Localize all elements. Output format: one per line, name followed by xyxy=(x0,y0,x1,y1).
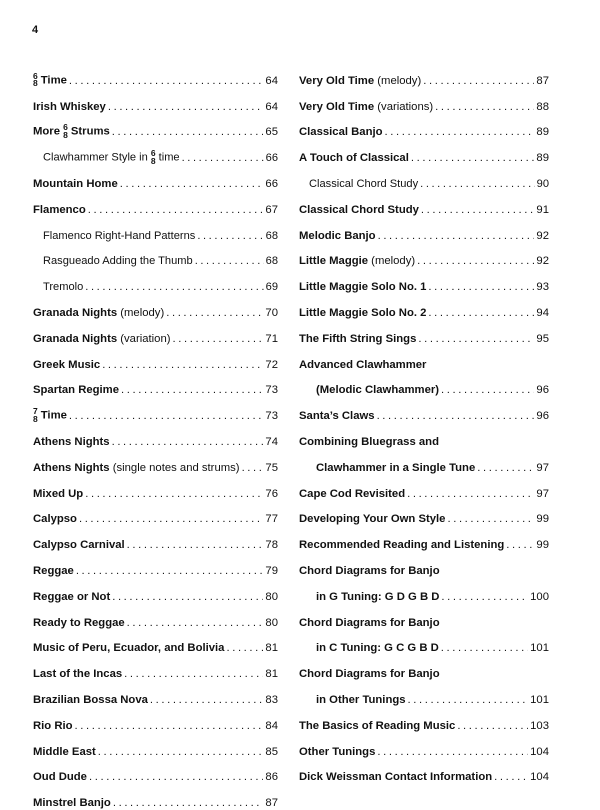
dot-leader xyxy=(121,384,263,397)
dot-leader xyxy=(112,591,263,604)
dot-leader xyxy=(226,642,263,655)
toc-entry-page: 96 xyxy=(536,410,549,423)
toc-entry-title-text: Chord Diagrams for Banjo xyxy=(299,564,440,577)
dot-leader xyxy=(88,204,264,217)
dot-leader xyxy=(411,152,535,165)
toc-entry[interactable] xyxy=(33,191,278,217)
toc-entry-title xyxy=(33,513,77,526)
dot-leader xyxy=(150,694,264,707)
toc-entry[interactable] xyxy=(33,604,278,630)
dot-leader xyxy=(407,488,534,501)
toc-entry[interactable] xyxy=(299,630,549,656)
toc-entry[interactable] xyxy=(33,397,278,423)
toc-entry-title-text: Developing Your Own Style xyxy=(299,513,446,526)
toc-entry-title-text: Rio Rio xyxy=(33,719,73,732)
dot-leader xyxy=(75,720,264,733)
toc-entry-title xyxy=(299,101,374,114)
toc-entry-page: 91 xyxy=(536,203,549,216)
toc-entry[interactable] xyxy=(299,733,549,759)
dot-leader xyxy=(182,152,264,165)
toc-entry[interactable] xyxy=(299,397,549,423)
dot-leader xyxy=(428,307,534,320)
toc-entry-title-text: Spartan Regime xyxy=(33,384,120,397)
toc-entry-title-text: Cape Cod Revisited xyxy=(299,487,406,500)
dot-leader xyxy=(127,539,264,552)
toc-entry-title-text: Mountain Home xyxy=(33,177,118,190)
toc-entry[interactable] xyxy=(299,526,549,552)
toc-entry[interactable] xyxy=(299,501,549,527)
toc-entry-title-text: in Other Tunings xyxy=(316,693,406,706)
toc-entry-page: 89 xyxy=(536,126,549,139)
dot-leader xyxy=(173,333,264,346)
dot-leader xyxy=(385,126,535,139)
toc-entry[interactable] xyxy=(33,449,278,475)
dot-leader xyxy=(197,230,263,243)
toc-entry-page: 81 xyxy=(265,668,278,681)
dot-leader xyxy=(408,694,529,707)
toc-entry[interactable] xyxy=(33,294,278,320)
toc-entry-title-text: A Touch of Classical xyxy=(299,152,409,165)
dot-leader xyxy=(242,462,264,475)
toc-entry[interactable] xyxy=(33,139,278,165)
toc-entry-title xyxy=(43,281,83,294)
toc-entry[interactable] xyxy=(299,165,549,191)
time-signature-top: 7 xyxy=(33,406,38,417)
toc-entry-page: 64 xyxy=(265,74,278,87)
toc-entry-note: (variation) xyxy=(117,332,171,345)
toc-entry-title xyxy=(33,436,110,449)
toc-entry-title xyxy=(33,333,117,346)
toc-entry-title xyxy=(33,178,118,191)
toc-entry-page: 73 xyxy=(265,384,278,397)
toc-entry[interactable] xyxy=(33,552,278,578)
toc-entry-title-text: Chord Diagrams for Banjo xyxy=(299,616,440,629)
toc-entry[interactable] xyxy=(33,526,278,552)
toc-entry-title-text: Other Tunings xyxy=(299,745,376,758)
toc-entry-page: 97 xyxy=(536,487,549,500)
toc-entry-title-text: The Basics of Reading Music xyxy=(299,719,456,732)
dot-leader xyxy=(435,101,534,114)
toc-entry-note: (melody) xyxy=(374,74,422,87)
toc-entry[interactable] xyxy=(299,62,549,88)
dot-leader xyxy=(195,255,264,268)
toc-entry-page: 83 xyxy=(265,693,278,706)
toc-entry-page: 104 xyxy=(530,745,549,758)
toc-entry-page: 99 xyxy=(536,539,549,552)
toc-entry-page: 99 xyxy=(536,513,549,526)
toc-entry-title-text: Recommended Reading and Listening xyxy=(299,539,505,552)
toc-entry-page: 80 xyxy=(265,590,278,603)
toc-entry-page: 76 xyxy=(265,487,278,500)
toc-entry-title xyxy=(33,307,117,320)
toc-entry-title xyxy=(299,126,383,139)
toc-entry-title-text: Reggae or Not xyxy=(33,590,111,603)
toc-entry[interactable] xyxy=(33,475,278,501)
toc-entry-page: 74 xyxy=(265,435,278,448)
time-signature-bottom: 8 xyxy=(33,78,38,89)
toc-entry-title-text: Classical Chord Study xyxy=(299,203,419,216)
toc-entry-note: (melody) xyxy=(368,255,416,268)
toc-entry-title-text: in C Tuning: G C G B D xyxy=(316,642,439,655)
dot-leader xyxy=(102,359,263,372)
toc-entry[interactable] xyxy=(33,759,278,785)
dot-leader xyxy=(79,513,263,526)
toc-entry-title xyxy=(299,746,375,759)
dot-leader xyxy=(428,281,534,294)
toc-entry-title-text: Brazilian Bossa Nova xyxy=(33,693,148,706)
toc-entry-title xyxy=(43,255,193,268)
toc-entry[interactable] xyxy=(299,449,549,475)
dot-leader xyxy=(447,513,534,526)
toc-entry-page: 67 xyxy=(265,203,278,216)
toc-entry-page: 101 xyxy=(530,642,549,655)
toc-entry-title xyxy=(316,642,439,655)
toc-entry-title-text: Little Maggie xyxy=(299,255,369,268)
dot-leader xyxy=(506,539,534,552)
toc-entry-title-text: Athens Nights xyxy=(33,461,110,474)
toc-entry-title-text: Advanced Clawhammer xyxy=(299,358,427,371)
toc-entry[interactable] xyxy=(299,346,549,372)
toc-entry-title xyxy=(316,591,439,604)
toc-entry-page: 104 xyxy=(530,771,549,784)
toc-entry-page: 68 xyxy=(265,255,278,268)
toc-entry-title xyxy=(33,101,106,114)
toc-entry[interactable] xyxy=(299,604,549,630)
toc-entry-title xyxy=(33,488,83,501)
toc-entry-title-text: Ready to Reggae xyxy=(33,616,125,629)
toc-entry-page: 92 xyxy=(536,255,549,268)
toc-entry[interactable] xyxy=(33,372,278,398)
toc-entry-page: 68 xyxy=(265,229,278,242)
toc-entry-title xyxy=(33,746,96,759)
toc-entry-note: (single notes and strums) xyxy=(109,461,240,474)
dot-leader xyxy=(417,255,534,268)
time-signature-top: 6 xyxy=(63,122,68,133)
toc-entry-title xyxy=(316,694,406,707)
toc-entry-title-text: Greek Music xyxy=(33,358,101,371)
time-signature xyxy=(63,124,68,139)
toc-entry[interactable] xyxy=(299,578,549,604)
toc-entry-title-text: Very Old Time xyxy=(299,74,375,87)
toc-entry-title xyxy=(299,488,405,501)
toc-entry[interactable] xyxy=(33,88,278,114)
toc-entry-title xyxy=(33,359,100,372)
toc-entry-title-text: Melodic Banjo xyxy=(299,229,376,242)
toc-entry-page: 75 xyxy=(265,461,278,474)
dot-leader xyxy=(477,462,534,475)
toc-entry[interactable] xyxy=(299,552,549,578)
toc-entry[interactable] xyxy=(33,784,278,810)
toc-entry-title-text: More xyxy=(33,125,60,138)
toc-right-column xyxy=(299,62,549,784)
toc-entry-title-text: Flamenco xyxy=(33,203,86,216)
toc-entry[interactable] xyxy=(33,62,278,88)
toc-entry-title-text: Athens Nights xyxy=(33,435,110,448)
toc-entry-title xyxy=(299,255,368,268)
toc-entry-page: 100 xyxy=(530,590,549,603)
dot-leader xyxy=(120,178,264,191)
dot-leader xyxy=(418,333,534,346)
toc-entry-title xyxy=(299,771,492,784)
toc-entry-title-text: Very Old Time xyxy=(299,100,375,113)
toc-entry-title xyxy=(33,694,148,707)
time-signature-top: 6 xyxy=(33,70,38,81)
time-signature-bottom: 8 xyxy=(33,413,38,424)
time-signature xyxy=(33,408,38,423)
toc-entry-note: (variations) xyxy=(374,100,434,113)
toc-entry-title-text: Mixed Up xyxy=(33,487,84,500)
toc-entry-title-text: Oud Dude xyxy=(33,771,87,784)
toc-entry[interactable] xyxy=(33,578,278,604)
dot-leader xyxy=(89,771,263,784)
time-signature-bottom: 8 xyxy=(150,155,156,166)
toc-entry[interactable] xyxy=(299,759,549,785)
dot-leader xyxy=(113,797,264,810)
toc-entry-page: 97 xyxy=(536,461,549,474)
dot-leader xyxy=(112,126,264,139)
toc-entry[interactable] xyxy=(299,114,549,140)
toc-entry-title xyxy=(33,408,67,423)
toc-entry-page: 80 xyxy=(265,616,278,629)
toc-entry-title-text: Little Maggie Solo No. 2 xyxy=(299,306,427,319)
dot-leader xyxy=(127,617,264,630)
toc-entry-title xyxy=(33,70,67,89)
dot-leader xyxy=(112,436,264,449)
toc-entry-page: 70 xyxy=(265,306,278,319)
toc-entry-title xyxy=(316,462,475,475)
toc-entry[interactable] xyxy=(33,630,278,656)
dot-leader xyxy=(69,410,264,423)
toc-entry-title-text: The Fifth String Sings xyxy=(299,332,417,345)
toc-entry-page: 79 xyxy=(265,564,278,577)
toc-entry-title-text: Last of the Incas xyxy=(33,668,123,681)
toc-entry-title xyxy=(299,307,426,320)
toc-entry-title xyxy=(33,539,125,552)
toc-entry-title-text: Granada Nights xyxy=(33,306,118,319)
toc-entry-title xyxy=(33,617,125,630)
toc-entry-title-text: Dick Weissman Contact Information xyxy=(299,771,493,784)
toc-entry[interactable] xyxy=(33,423,278,449)
toc-entry-title xyxy=(299,152,409,165)
toc-entry-title xyxy=(33,668,122,681)
dot-leader xyxy=(420,178,535,191)
toc-entry[interactable] xyxy=(33,320,278,346)
toc-entry-page: 81 xyxy=(265,642,278,655)
dot-leader xyxy=(378,230,535,243)
toc-entry-page: 87 xyxy=(265,797,278,810)
toc-entry-title-text: Irish Whiskey xyxy=(33,100,106,113)
toc-entry[interactable] xyxy=(33,165,278,191)
time-signature xyxy=(151,150,156,165)
time-signature-top: 6 xyxy=(150,148,156,159)
toc-entry-title xyxy=(299,513,445,526)
toc-entry-title-text: Chord Diagrams for Banjo xyxy=(299,668,440,681)
toc-entry[interactable] xyxy=(299,655,549,681)
toc-entry[interactable] xyxy=(299,88,549,114)
toc-entry-title xyxy=(43,150,180,165)
toc-entry-title-text: (Melodic Clawhammer) xyxy=(316,384,440,397)
toc-entry[interactable] xyxy=(33,681,278,707)
toc-entry-title xyxy=(33,462,110,475)
toc-entry-title-suffix: Strums xyxy=(70,125,110,138)
toc-entry-title xyxy=(316,384,439,397)
toc-entry-page: 71 xyxy=(265,332,278,345)
dot-leader xyxy=(124,668,263,681)
toc-entry-title xyxy=(33,565,74,578)
toc-entry[interactable] xyxy=(299,707,549,733)
toc-entry-title xyxy=(309,178,418,191)
toc-entry-page: 88 xyxy=(536,100,549,113)
toc-entry[interactable] xyxy=(299,268,549,294)
toc-entry-title-text: Minstrel Banjo xyxy=(33,797,111,810)
dot-leader xyxy=(494,771,528,784)
dot-leader xyxy=(441,384,534,397)
toc-entry[interactable] xyxy=(299,475,549,501)
toc-entry-page: 72 xyxy=(265,358,278,371)
toc-entry[interactable] xyxy=(299,294,549,320)
toc-entry-page: 77 xyxy=(265,513,278,526)
toc-entry[interactable] xyxy=(33,501,278,527)
dot-leader xyxy=(108,101,264,114)
toc-entry-page: 93 xyxy=(536,281,549,294)
toc-entry-title-text: Combining Bluegrass and xyxy=(299,435,439,448)
toc-entry-title-text: Middle East xyxy=(33,745,96,758)
toc-entry-title xyxy=(33,124,110,139)
toc-entry-title-text: Clawhammer in a Single Tune xyxy=(316,461,476,474)
toc-entry-title xyxy=(33,720,73,733)
toc-entry-title xyxy=(299,668,440,681)
dot-leader xyxy=(441,642,528,655)
time-signature-bottom: 8 xyxy=(63,129,68,140)
time-signature xyxy=(33,70,38,89)
toc-entry-page: 90 xyxy=(536,177,549,190)
dot-leader xyxy=(166,307,263,320)
toc-entry-title-text: Classical Banjo xyxy=(299,126,383,139)
toc-entry-title-text: Flamenco Right-Hand Patterns xyxy=(43,229,196,242)
toc-entry-title-text: Rasgueado Adding the Thumb xyxy=(43,255,193,268)
toc-entry[interactable] xyxy=(33,655,278,681)
toc-entry-title xyxy=(299,410,375,423)
toc-entry-title xyxy=(299,204,419,217)
toc-entry-title-text: Music of Peru, Ecuador, and Bolivia xyxy=(33,642,225,655)
toc-entry-title-text: Santa’s Claws xyxy=(299,410,375,423)
dot-leader xyxy=(69,75,264,88)
toc-entry-page: 73 xyxy=(265,410,278,423)
toc-entry-title xyxy=(299,359,426,372)
toc-entry-page: 85 xyxy=(265,745,278,758)
toc-entry-title-text: Clawhammer Style in xyxy=(43,151,148,164)
toc-entry[interactable] xyxy=(299,681,549,707)
toc-entry[interactable] xyxy=(33,217,278,243)
dot-leader xyxy=(457,720,528,733)
toc-entry-title xyxy=(33,771,87,784)
toc-entry-title-text: Tremolo xyxy=(43,281,84,294)
toc-entry-page: 65 xyxy=(265,126,278,139)
toc-entry-title-text: Time xyxy=(40,409,67,422)
toc-entry[interactable] xyxy=(33,243,278,269)
toc-entry[interactable] xyxy=(299,243,549,269)
toc-entry-title-text: Time xyxy=(40,74,67,87)
dot-leader xyxy=(85,281,263,294)
toc-entry-title-text: Calypso Carnival xyxy=(33,539,125,552)
toc-entry-title xyxy=(299,539,504,552)
dot-leader xyxy=(377,410,535,423)
toc-entry-title-text: Calypso xyxy=(33,513,77,526)
toc-entry-page: 66 xyxy=(265,152,278,165)
toc-entry-title xyxy=(33,384,119,397)
toc-entry-title xyxy=(299,75,374,88)
toc-entry-title xyxy=(299,281,426,294)
toc-entry-title-text: in G Tuning: G D G B D xyxy=(316,590,440,603)
toc-entry[interactable] xyxy=(33,733,278,759)
toc-entry[interactable] xyxy=(33,707,278,733)
toc-entry-title xyxy=(299,565,440,578)
toc-entry-title xyxy=(299,720,455,733)
toc-entry-page: 95 xyxy=(536,332,549,345)
toc-entry[interactable] xyxy=(299,423,549,449)
toc-entry[interactable] xyxy=(299,372,549,398)
dot-leader xyxy=(421,204,535,217)
toc-entry[interactable] xyxy=(299,139,549,165)
toc-entry-title-text: Classical Chord Study xyxy=(309,177,419,190)
toc-entry[interactable] xyxy=(299,320,549,346)
dot-leader xyxy=(441,591,528,604)
toc-entry-title xyxy=(299,617,440,630)
toc-entry-title xyxy=(43,230,195,243)
toc-entry[interactable] xyxy=(33,268,278,294)
toc-entry-page: 78 xyxy=(265,539,278,552)
toc-entry-title-suffix: time xyxy=(158,151,180,164)
toc-entry-title xyxy=(299,333,416,346)
toc-entry[interactable] xyxy=(33,346,278,372)
toc-entry-page: 64 xyxy=(265,100,278,113)
toc-entry[interactable] xyxy=(299,217,549,243)
toc-entry-page: 86 xyxy=(265,771,278,784)
toc-entry-page: 103 xyxy=(530,719,549,732)
toc-entry-title xyxy=(299,436,439,449)
dot-leader xyxy=(85,488,263,501)
toc-entry-page: 87 xyxy=(536,74,549,87)
toc-entry-title xyxy=(33,591,110,604)
toc-entry-title-text: Granada Nights xyxy=(33,332,118,345)
toc-entry-note: (melody) xyxy=(117,306,165,319)
toc-entry-page: 92 xyxy=(536,229,549,242)
toc-left-column xyxy=(33,62,278,810)
toc-entry-title-text: Little Maggie Solo No. 1 xyxy=(299,281,427,294)
toc-entry-page: 94 xyxy=(536,306,549,319)
dot-leader xyxy=(98,746,264,759)
toc-entry-title xyxy=(33,797,111,810)
toc-entry-page: 69 xyxy=(265,281,278,294)
page-number: 4 xyxy=(32,24,39,36)
toc-entry[interactable] xyxy=(299,191,549,217)
toc-entry-page: 101 xyxy=(530,693,549,706)
toc-entry-title xyxy=(299,230,376,243)
toc-entry-title xyxy=(33,204,86,217)
toc-entry-title-text: Reggae xyxy=(33,564,74,577)
dot-leader xyxy=(423,75,534,88)
dot-leader xyxy=(76,565,264,578)
toc-entry-title xyxy=(33,642,224,655)
dot-leader xyxy=(377,746,528,759)
toc-entry-page: 89 xyxy=(536,152,549,165)
toc-entry-page: 84 xyxy=(265,719,278,732)
toc-entry-page: 66 xyxy=(265,177,278,190)
toc-entry[interactable] xyxy=(33,114,278,140)
toc-entry-page: 96 xyxy=(536,384,549,397)
